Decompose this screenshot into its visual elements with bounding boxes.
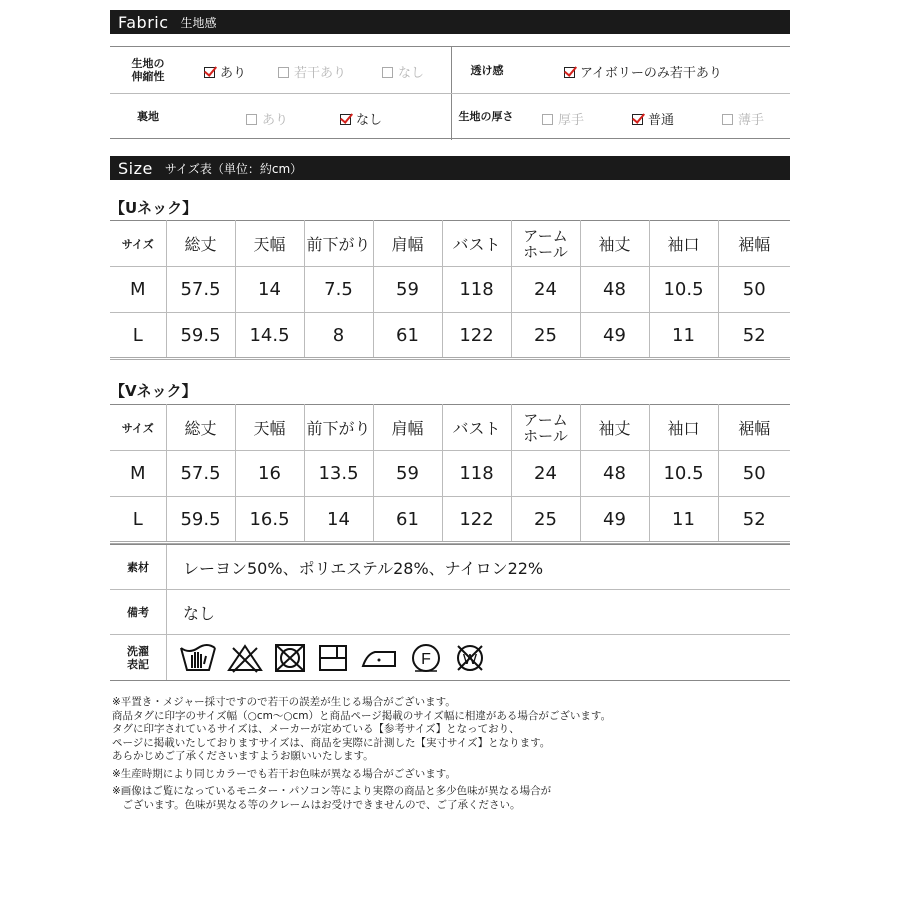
table-header-row <box>110 221 790 267</box>
table-cell: 14.5 <box>235 313 304 359</box>
table-cell: 14 <box>304 497 373 543</box>
table-cell: 24 <box>511 267 580 313</box>
table-cell: 118 <box>442 451 511 497</box>
lining-option-no: なし <box>340 109 382 128</box>
stretch-option-slight: 若干あり <box>278 62 346 81</box>
v-neck-heading: 【Vネック】 <box>110 382 197 400</box>
note-line: あらかじめご了承くださいますようお願いいたします。 <box>112 750 374 762</box>
table-cell: 13.5 <box>304 451 373 497</box>
stretch-option-none: なし <box>382 62 424 81</box>
material-row <box>110 545 790 590</box>
lining-option-yes: あり <box>246 109 288 128</box>
table-cell: 25 <box>511 313 580 359</box>
no-tumble-dry-icon <box>273 642 307 674</box>
table-cell: 49 <box>580 497 649 543</box>
table-cell: 50 <box>718 267 790 313</box>
note-line: ございます。色味が異なる等のクレームはお受けできませんので、ご了承ください。 <box>112 798 521 811</box>
table-cell: 122 <box>442 497 511 543</box>
size-title: Size <box>118 158 153 178</box>
table-cell: 7.5 <box>304 267 373 313</box>
table-cell: M <box>110 451 166 497</box>
remarks-value: なし <box>183 603 216 623</box>
table-cell: L <box>110 497 166 543</box>
header-cell: 肩幅 <box>373 221 442 267</box>
size-section-bar <box>110 156 790 180</box>
table-cell: 59.5 <box>166 313 235 359</box>
svg-text:F: F <box>421 650 431 668</box>
table-cell: 57.5 <box>166 267 235 313</box>
table-cell: 16.5 <box>235 497 304 543</box>
table-cell: 118 <box>442 267 511 313</box>
table-row <box>110 497 790 543</box>
size-subtitle: サイズ表（単位：約cm） <box>164 161 303 176</box>
header-cell: 裾幅 <box>718 405 790 451</box>
thickness-option-normal: 普通 <box>632 109 674 128</box>
fabric-row-lining <box>110 93 790 139</box>
table-cell: 57.5 <box>166 451 235 497</box>
table-cell: 48 <box>580 267 649 313</box>
no-bleach-icon <box>227 642 263 674</box>
header-cell: 前下がり <box>304 405 373 451</box>
u-neck-size-table <box>110 220 790 360</box>
fabric-subtitle: 生地感 <box>180 15 217 30</box>
table-cell: 11 <box>649 313 718 359</box>
checked-box-icon <box>632 114 643 125</box>
fabric-title: Fabric <box>118 12 169 32</box>
table-cell: 10.5 <box>649 451 718 497</box>
material-info-table <box>110 544 790 681</box>
table-cell: 50 <box>718 451 790 497</box>
lining-label: 裏地 <box>137 110 159 123</box>
header-cell: バスト <box>442 405 511 451</box>
header-cell: 天幅 <box>235 405 304 451</box>
sheer-label: 透け感 <box>470 63 504 77</box>
table-cell: 52 <box>718 497 790 543</box>
table-cell: 59 <box>373 267 442 313</box>
wash-icons <box>167 642 487 674</box>
header-cell: サイズ <box>110 221 166 267</box>
wash-label: 洗濯 表記 <box>110 635 167 680</box>
note-line: ※画像はご覧になっているモニター・パソコン等により実際の商品と多少色味が異なる場合が <box>112 785 552 797</box>
u-neck-heading: 【Uネック】 <box>110 199 198 217</box>
hand-wash-icon <box>179 642 217 674</box>
table-cell: 49 <box>580 313 649 359</box>
table-cell: L <box>110 313 166 359</box>
table-row <box>110 313 790 359</box>
table-cell: 14 <box>235 267 304 313</box>
stretch-option-yes: あり <box>204 62 246 81</box>
header-cell: 総丈 <box>166 221 235 267</box>
header-cell: 袖口 <box>649 405 718 451</box>
thickness-option-thick: 厚手 <box>542 109 584 128</box>
table-cell: 24 <box>511 451 580 497</box>
remarks-label: 備考 <box>110 590 167 634</box>
unchecked-box-icon <box>542 114 553 125</box>
note-line: 商品タグに印字のサイズ幅（○cm〜○cm）と商品ページ掲載のサイズ幅に相違がある場合がございます。 <box>112 709 612 722</box>
header-cell-armhole: アーム ホール <box>511 221 580 267</box>
table-cell: M <box>110 267 166 313</box>
fabric-table <box>110 46 790 139</box>
table-cell: 59 <box>373 451 442 497</box>
no-wet-clean-icon <box>453 642 487 674</box>
material-value: レーヨン50%、ポリエステル28%、ナイロン22% <box>183 558 544 578</box>
checked-box-icon <box>204 67 215 78</box>
fabric-section-bar <box>110 10 790 34</box>
dry-clean-f-icon <box>409 642 443 674</box>
unchecked-box-icon <box>722 114 733 125</box>
table-row <box>110 451 790 497</box>
table-cell: 25 <box>511 497 580 543</box>
header-cell: 袖丈 <box>580 221 649 267</box>
header-cell: 天幅 <box>235 221 304 267</box>
note-line: ※平置き・メジャー採寸ですので若干の誤差が生じる場合がございます。 <box>112 696 456 708</box>
fabric-row-stretch <box>110 47 790 93</box>
header-cell: 総丈 <box>166 405 235 451</box>
note-line: ※生産時期により同じカラーでも若干お色味が異なる場合がございます。 <box>112 767 456 780</box>
table-cell: 52 <box>718 313 790 359</box>
header-cell: 前下がり <box>304 221 373 267</box>
table-cell: 48 <box>580 451 649 497</box>
header-cell: 袖口 <box>649 221 718 267</box>
table-cell: 61 <box>373 313 442 359</box>
table-cell: 61 <box>373 497 442 543</box>
table-cell: 122 <box>442 313 511 359</box>
remarks-row <box>110 590 790 635</box>
table-cell: 8 <box>304 313 373 359</box>
table-cell: 16 <box>235 451 304 497</box>
low-iron-icon <box>359 642 399 674</box>
header-cell: 肩幅 <box>373 405 442 451</box>
unchecked-box-icon <box>246 114 257 125</box>
v-neck-size-table <box>110 404 790 544</box>
thickness-label: 生地の厚さ <box>458 110 514 123</box>
table-header-row <box>110 405 790 451</box>
header-cell: バスト <box>442 221 511 267</box>
unchecked-box-icon <box>382 67 393 78</box>
header-cell: 袖丈 <box>580 405 649 451</box>
header-cell: サイズ <box>110 405 166 451</box>
checked-box-icon <box>340 114 351 125</box>
line-dry-shade-icon <box>317 642 349 674</box>
sheer-option: アイボリーのみ若干あり <box>564 62 722 81</box>
header-cell: 裾幅 <box>718 221 790 267</box>
note-line: ページに掲載いたしておりますサイズは、商品を実際に計測した【実寸サイズ】となります。 <box>112 736 551 749</box>
note-line: タグに印字されているサイズは、メーカーが定めている【参考サイズ】となっており、 <box>112 723 520 735</box>
notes <box>112 696 611 812</box>
stretch-label: 生地の 伸縮性 <box>131 57 165 83</box>
thickness-option-thin: 薄手 <box>722 109 764 128</box>
header-cell-armhole: アーム ホール <box>511 405 580 451</box>
unchecked-box-icon <box>278 67 289 78</box>
table-row <box>110 267 790 313</box>
checked-box-icon <box>564 67 575 78</box>
table-cell: 10.5 <box>649 267 718 313</box>
table-cell: 59.5 <box>166 497 235 543</box>
material-label: 素材 <box>110 545 167 589</box>
svg-text:W: W <box>462 650 478 668</box>
table-cell: 11 <box>649 497 718 543</box>
wash-row <box>110 635 790 680</box>
